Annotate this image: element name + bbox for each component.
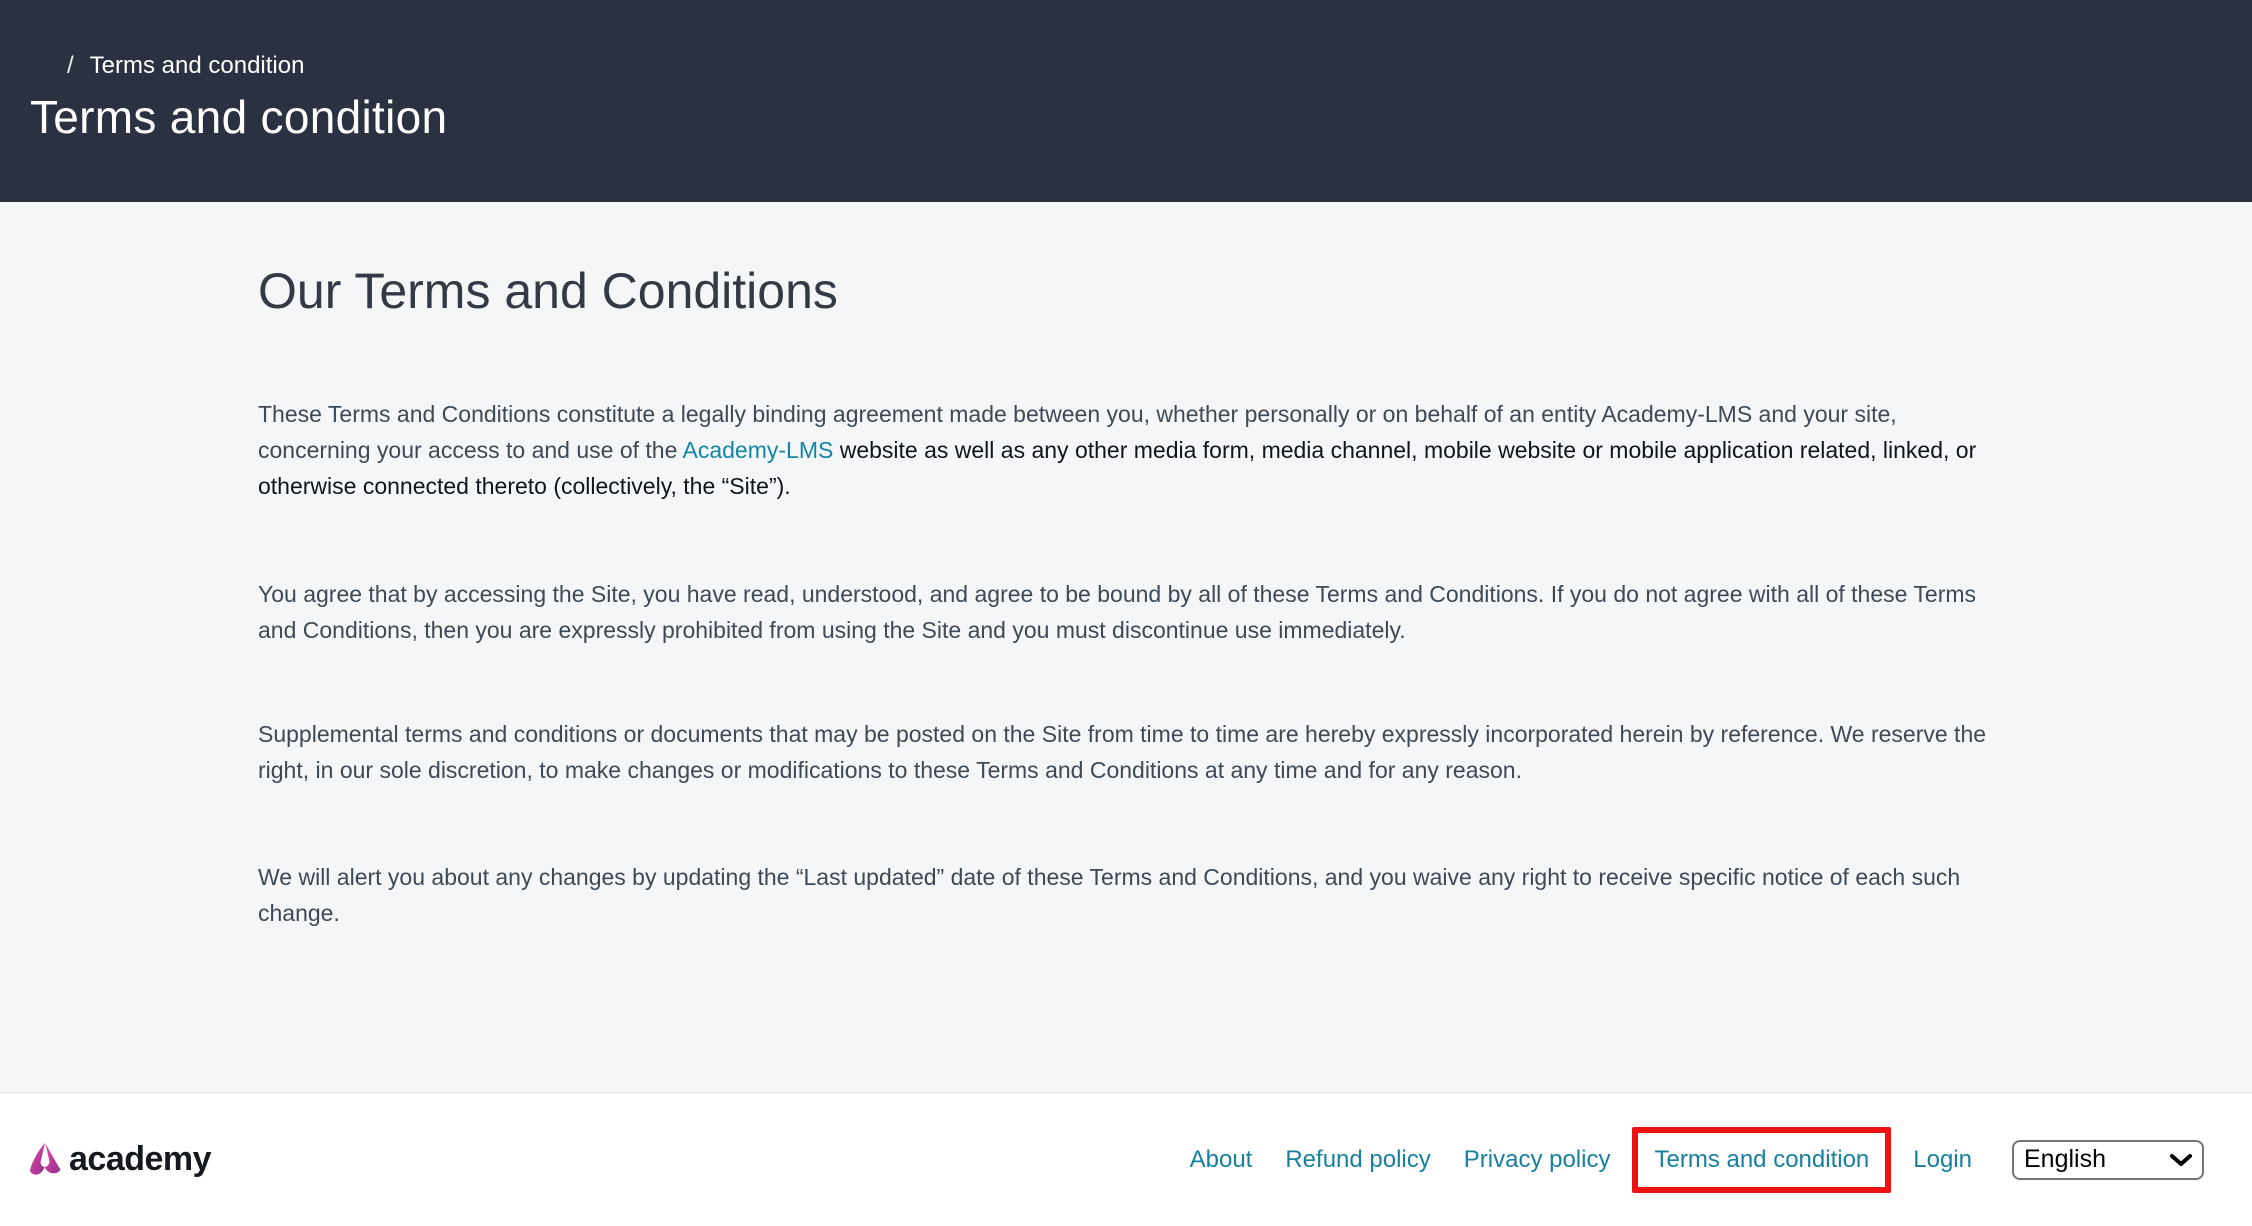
footer-link-about[interactable]: About <box>1189 1145 1253 1173</box>
paragraph-1-pre: These Terms and Conditions constitute a legally binding agreement made between you, whether personally or on behalf of an entity Academy-LMS and your site, concerning your access to and use of the <box>258 401 1897 463</box>
page-title: Terms and condition <box>30 91 448 143</box>
terms-paragraph-4: We will alert you about any changes by updating the “Last updated” date of these Terms and Conditions, and you waive any right to receive specific notice of each such change. <box>258 864 1961 926</box>
page-footer <box>0 1092 2252 1226</box>
paragraph-1-post: website as well as any other media form, media channel, mobile website or mobile application related, linked, or otherwise connected thereto (collectively, the “Site”). <box>258 437 1977 499</box>
page-header <box>0 0 2252 202</box>
terms-paragraph-1 <box>258 396 1994 504</box>
footer-link-login[interactable]: Login <box>1913 1145 1972 1173</box>
breadcrumb <box>67 52 304 80</box>
breadcrumb-separator: / <box>67 52 74 79</box>
footer-link-refund-policy[interactable]: Refund policy <box>1285 1145 1431 1173</box>
language-select-wrap <box>2012 1140 2204 1180</box>
academy-logo-icon <box>28 1142 62 1178</box>
language-select[interactable] <box>2012 1140 2204 1180</box>
content-container <box>258 202 1994 931</box>
brand-logo[interactable] <box>28 1140 211 1179</box>
section-heading: Our Terms and Conditions <box>258 263 838 319</box>
annotation-highlight-box <box>1632 1127 1891 1193</box>
footer-nav <box>1190 1127 2204 1193</box>
footer-link-terms-and-condition[interactable]: Terms and condition <box>1654 1145 1870 1173</box>
main-content <box>0 202 2252 1092</box>
terms-paragraph-3: Supplemental terms and conditions or documents that may be posted on the Site from time to time are hereby expressly incorporated herein by reference. We reserve the right, in our sole discretion, to make changes or modifications to these Terms and Conditions at any time and for any reason. <box>258 721 1987 783</box>
terms-paragraph-2: You agree that by accessing the Site, you have read, understood, and agree to be bound by all of these Terms and Conditions. If you do not agree with all of these Terms and Conditions, then you are expressly prohibited from using the Site and you must discontinue use immediately. <box>258 581 1977 643</box>
breadcrumb-current: Terms and condition <box>89 52 305 79</box>
footer-link-privacy-policy[interactable]: Privacy policy <box>1463 1145 1611 1173</box>
brand-name: academy <box>69 1140 212 1178</box>
academy-lms-link[interactable]: Academy-LMS <box>682 437 834 463</box>
